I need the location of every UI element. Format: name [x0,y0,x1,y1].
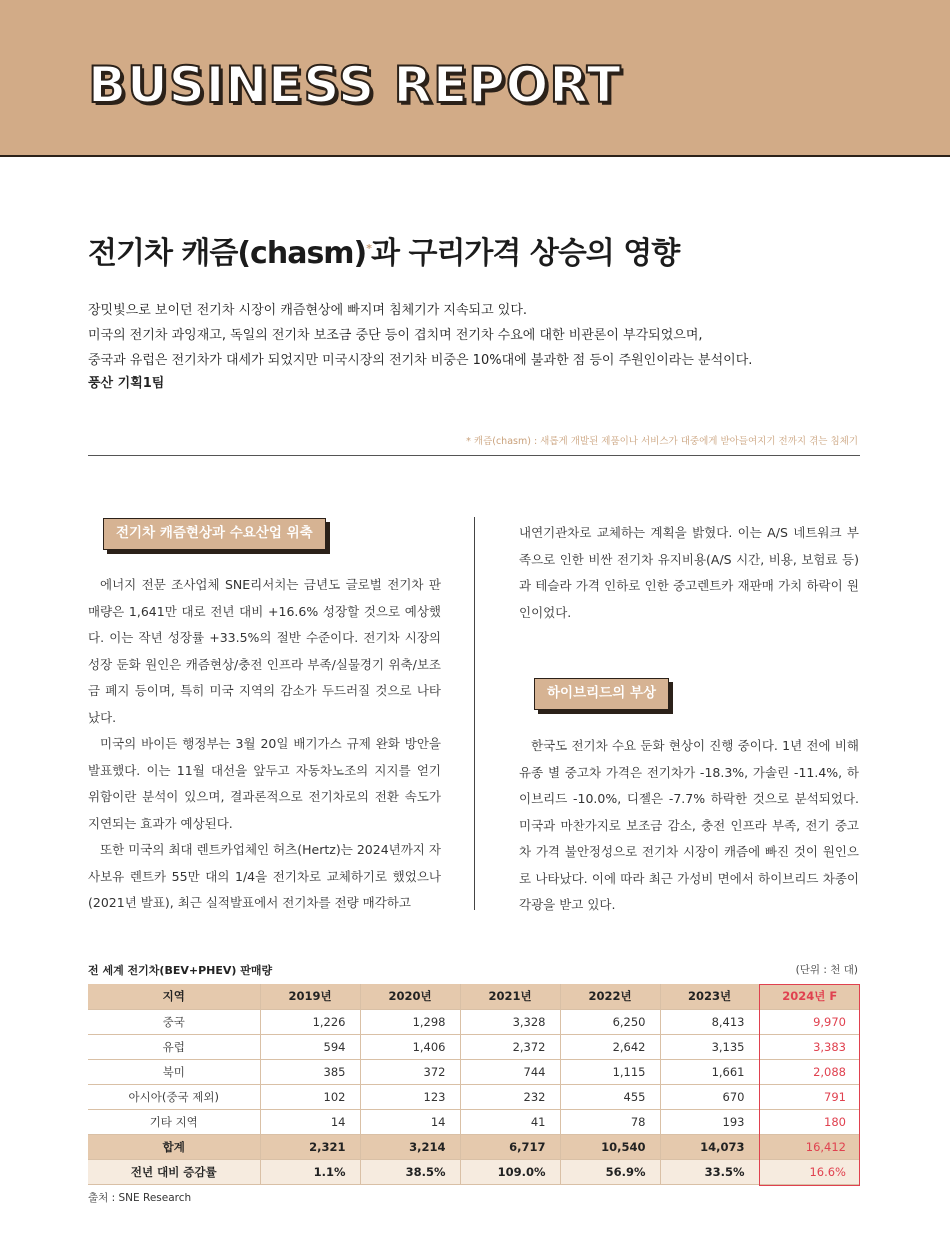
row-label: 아시아(중국 제외) [88,1084,260,1109]
column-header: 2021년 [460,984,560,1009]
table-cell: 372 [360,1059,460,1084]
author-team: 풍산 기획1팀 [88,376,165,391]
table-title: 전 세계 전기차(BEV+PHEV) 판매량 [88,964,273,977]
table-cell: 1,298 [360,1009,460,1034]
table-growth-row [88,1159,860,1184]
right-column-text [519,520,859,626]
banner-title: BUSINESS REPORT [88,56,622,114]
paragraph: 내연기관차로 교체하는 계획을 밝혔다. 이는 A/S 네트워크 부족으로 인한 비싼 전기차 유지비용(A/S 시간, 비용, 보험료 등)과 테슬라 가격 인하로 인한 중고렌트카 재판매 가치 하락이 원인이었다. [519,525,859,620]
report-banner [0,0,950,157]
forecast-cell: 16.6% [759,1159,860,1184]
table-cell: 232 [460,1084,560,1109]
paragraph: 에너지 전문 조사업체 SNE리서치는 금년도 글로벌 전기차 판매량은 1,641만 대로 전년 대비 +16.6% 성장할 것으로 예상했다. 이는 작년 성장률 +33.5%의 절반 수준이다. 전기차 시장의 성장 둔화 원인은 캐즘현상/충전 인프라 부족/실물경기 위축/보조금 폐지 등이며, 특히 미국 지역의 감소가 두드러질 것으로 나타났다. [88,577,441,725]
row-label: 기타 지역 [88,1109,260,1134]
table-cell: 123 [360,1084,460,1109]
table-cell: 385 [260,1059,360,1084]
table-cell: 8,413 [660,1009,759,1034]
header-divider [88,455,860,456]
paragraph: 또한 미국의 최대 렌트카업체인 허츠(Hertz)는 2024년까지 자사보유 렌트카 55만 대의 1/4을 전기차로 교체하기로 했었으나(2021년 발표), 최근 실적발표에서 전기차를 전량 매각하고 [88,842,441,910]
column-header: 2023년 [660,984,759,1009]
table-cell: 1,115 [560,1059,660,1084]
forecast-cell: 180 [759,1109,860,1134]
table-cell: 2,642 [560,1034,660,1059]
table-unit: (단위 : 천 대) [795,964,858,976]
table-total-row [88,1134,860,1159]
table-cell: 594 [260,1034,360,1059]
forecast-cell: 9,970 [759,1009,860,1034]
table-cell: 1,661 [660,1059,759,1084]
table-cell: 78 [560,1109,660,1134]
table-cell: 1,226 [260,1009,360,1034]
article-intro [88,298,868,373]
forecast-cell: 16,412 [759,1134,860,1159]
table-cell: 38.5% [360,1159,460,1184]
intro-line: 중국과 유럽은 전기차가 대세가 되었지만 미국시장의 전기차 비중은 10%대에 불과한 점 등이 주원인이라는 분석이다. [88,353,753,368]
row-label: 중국 [88,1009,260,1034]
table-row [88,1109,860,1134]
table-cell: 193 [660,1109,759,1134]
table-cell: 2,321 [260,1134,360,1159]
row-label: 합계 [88,1134,260,1159]
article-title-rest: 과 구리가격 상승의 영향 [371,236,680,271]
chasm-footnote: * 캐즘(chasm) : 새롭게 개발된 제품이나 서비스가 대중에게 받아들여지기 전까지 겪는 침체기 [466,436,858,447]
forecast-cell: 3,383 [759,1034,860,1059]
column-header: 지역 [88,984,260,1009]
table-cell: 33.5% [660,1159,759,1184]
table-cell: 6,717 [460,1134,560,1159]
table-row [88,1034,860,1059]
paragraph: 미국의 바이든 행정부는 3월 20일 배기가스 규제 완화 방안을 발표했다. 이는 11월 대선을 앞두고 자동차노조의 지지를 얻기 위함이란 분석이 있으며, 결과론적으로 전기차로의 전환 속도가 지연되는 효과가 예상된다. [88,736,441,831]
section-heading-chasm: 전기차 캐즘현상과 수요산업 위축 [103,518,326,550]
table-source: 출처 : SNE Research [88,1192,192,1204]
table-cell: 10,540 [560,1134,660,1159]
table-cell: 14,073 [660,1134,759,1159]
intro-line: 장밋빛으로 보이던 전기차 시장이 캐즘현상에 빠지며 침체기가 지속되고 있다. [88,303,528,318]
table-cell: 670 [660,1084,759,1109]
section-heading-hybrid: 하이브리드의 부상 [534,678,669,710]
intro-line: 미국의 전기차 과잉재고, 독일의 전기차 보조금 중단 등이 겹치며 전기차 수요에 대한 비관론이 부각되었으며, [88,328,703,343]
table-cell: 3,328 [460,1009,560,1034]
table-cell: 102 [260,1084,360,1109]
table-header-row [88,984,860,1009]
table-cell: 109.0% [460,1159,560,1184]
table-cell: 1,406 [360,1034,460,1059]
forecast-cell: 2,088 [759,1059,860,1084]
table-cell: 6,250 [560,1009,660,1034]
row-label: 유럽 [88,1034,260,1059]
article-title [88,228,679,272]
table-cell: 41 [460,1109,560,1134]
table-cell: 3,214 [360,1134,460,1159]
table-cell: 14 [260,1109,360,1134]
column-header: 2022년 [560,984,660,1009]
table-cell: 14 [360,1109,460,1134]
column-header: 2020년 [360,984,460,1009]
column-divider [474,517,475,910]
ev-sales-table [88,984,860,1185]
table-cell: 3,135 [660,1034,759,1059]
footnote-marker: * [366,242,372,255]
table-cell: 455 [560,1084,660,1109]
row-label: 북미 [88,1059,260,1084]
table-row [88,1084,860,1109]
table-cell: 744 [460,1059,560,1084]
column-header-forecast: 2024년 F [759,984,860,1009]
row-label: 전년 대비 증감률 [88,1159,260,1184]
forecast-cell: 791 [759,1084,860,1109]
column-header: 2019년 [260,984,360,1009]
article-title-main: 전기차 캐즘(chasm) [88,236,367,271]
left-column-text [88,572,441,917]
right-column-text-2 [519,733,859,919]
table-cell: 56.9% [560,1159,660,1184]
table-cell: 1.1% [260,1159,360,1184]
table-row [88,1009,860,1034]
table-row [88,1059,860,1084]
table-cell: 2,372 [460,1034,560,1059]
paragraph: 한국도 전기차 수요 둔화 현상이 진행 중이다. 1년 전에 비해 유종 별 중고차 가격은 전기차가 -18.3%, 가솔린 -11.4%, 하이브리드 -10.0%, 디젤은 -7.7% 하락한 것으로 분석되었다. 미국과 마찬가지로 보조금 감소, 충전 인프라 부족, 전기 중고차 가격 불안정성으로 전기차 시장이 캐즘에 빠진 것이 원인으로 나타났다. 이에 따라 최근 가성비 면에서 하이브리드 차종이 각광을 받고 있다. [519,738,859,912]
